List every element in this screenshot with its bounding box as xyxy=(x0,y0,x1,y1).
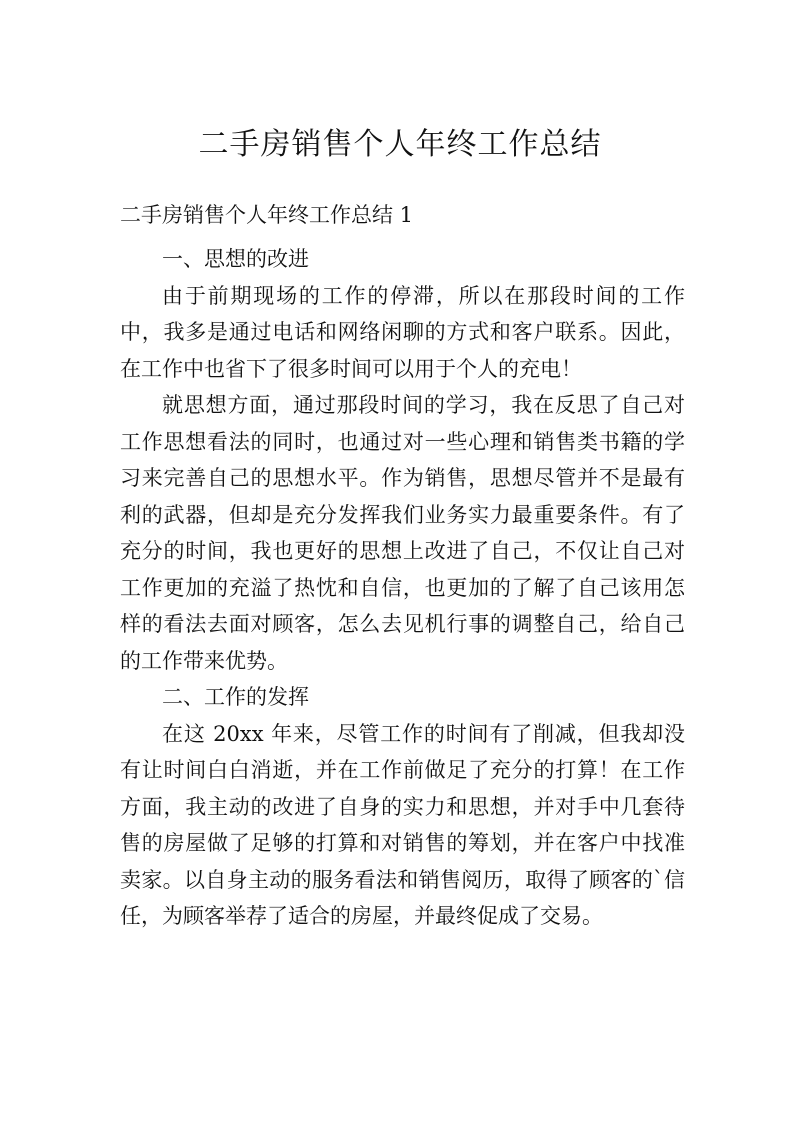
paragraph: 由于前期现场的工作的停滞，所以在那段时间的工作中，我多是通过电话和网络闲聊的方式和客户联系。因此，在工作中也省下了很多时间可以用于个人的充电！ xyxy=(120,283,685,381)
document-body xyxy=(120,241,685,935)
document-title: 二手房销售个人年终工作总结 xyxy=(198,127,602,162)
section-title: 二手房销售个人年终工作总结 1 xyxy=(120,203,414,227)
paragraph: 就思想方面，通过那段时间的学习，我在反思了自己对工作思想看法的同时，也通过对一些心理和销售类书籍的学习来完善自己的思想水平。作为销售，思想尽管并不是最有利的武器，但却是充分发挥我们业务实力最重要条件。有了充分的时间，我也更好的思想上改进了自己，不仅让自己对工作更加的充溢了热忱和自信，也更加的了解了自己该用怎样的看法去面对顾客，怎么去见机行事的调整自己，给自己的工作带来优势。 xyxy=(120,393,685,673)
subheading-thinking: 一、思想的改进 xyxy=(162,247,309,271)
paragraph: 在这 20xx 年来，尽管工作的时间有了削减，但我却没有让时间白白消逝，并在工作前做足了充分的打算！在工作方面，我主动的改进了自身的实力和思想，并对手中几套待售的房屋做了足够的打算和对销售的筹划，并在客户中找准卖家。以自身主动的服务看法和销售阅历，取得了顾客的`信任，为顾客举荐了适合的房屋，并最终促成了交易。 xyxy=(120,721,685,928)
subheading-work: 二、工作的发挥 xyxy=(162,685,309,709)
